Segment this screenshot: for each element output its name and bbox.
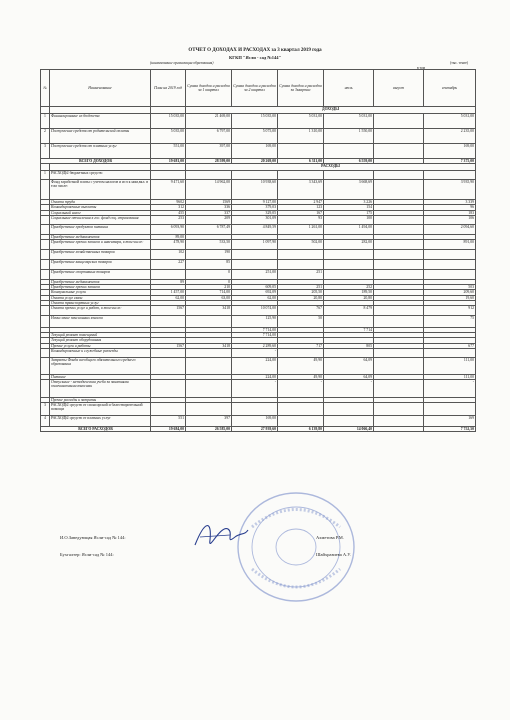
total-m1: 14 066,40: [324, 427, 374, 432]
cell-m1: [324, 316, 374, 328]
cell-plan: 455: [151, 210, 186, 215]
cell-q2: 692,09: [232, 290, 278, 295]
total-m3: 7 375,00: [424, 159, 476, 164]
cell-plan: 9 471,60: [151, 180, 186, 200]
cell-q2: 125,90: [232, 316, 278, 328]
total-plan: 19 681,00: [151, 159, 186, 164]
cell-q1: 14 962,00: [186, 180, 232, 200]
cell-m1: 64,09: [324, 357, 374, 374]
row-number: [41, 380, 50, 398]
cell-q3: 251: [278, 285, 324, 290]
cell-m3: 3 339: [424, 200, 476, 205]
cell-q2: 5 075,00: [232, 129, 278, 144]
cell-q1: [186, 380, 232, 398]
cell-m3: [424, 260, 476, 270]
cell-q1: [186, 403, 232, 416]
cell-q2: 169,00: [232, 144, 278, 159]
cell-q1: 190: [186, 250, 232, 260]
cell-q2: 15 035,00: [232, 114, 278, 129]
cell-plan: [151, 357, 186, 374]
table-row: [41, 316, 476, 328]
official-stamp: [232, 487, 360, 607]
row-name: Приобретение медикаментов: [50, 280, 151, 285]
cell-q3: 93: [278, 215, 324, 224]
table-row: [41, 240, 476, 250]
table-row: [41, 250, 476, 260]
row-name: Коммунальные услуги: [50, 290, 151, 295]
cell-plan: 15 035,00: [151, 114, 186, 129]
row-name: Оплата услуг связи: [50, 295, 151, 300]
cell-q3: -: [278, 380, 324, 398]
cell-m1: 5 031,00: [324, 114, 374, 129]
cell-q3: 1 310,00: [278, 129, 324, 144]
cell-m1: 252: [324, 285, 374, 290]
col-header: сентябрь: [424, 70, 476, 107]
cell-q3: 49,90: [278, 374, 324, 379]
row-name: Текущий ремонт помещений: [50, 333, 151, 338]
cell-plan: 551,00: [151, 144, 186, 159]
table-header-row: [41, 70, 476, 107]
row-number: 3: [41, 144, 50, 159]
cell-plan: 227: [151, 260, 186, 270]
section-spacer: [41, 164, 50, 171]
cell-q3: 20,80: [278, 295, 324, 300]
cell-plan: 89,00: [151, 234, 186, 239]
row-name: Текущий ремонт оборудования: [50, 338, 151, 343]
cell-q3: 205,50: [278, 290, 324, 295]
col-header: Сумма доходов и расходов за 3квартал: [278, 70, 324, 107]
table-row: [41, 357, 476, 374]
cell-q1: 209: [186, 215, 232, 224]
row-name: Приобретение продуктов питания: [50, 224, 151, 234]
cell-m3: 912: [424, 306, 476, 316]
cell-m1: 189,50: [324, 290, 374, 295]
col-header: Сумма доходов и расходов за 2 квартал: [232, 70, 278, 107]
cell-m3: [424, 348, 476, 357]
row-name: РАСХОДЫ бюджетных средств:: [50, 171, 151, 180]
cell-q1: 1569: [186, 200, 232, 205]
table-row: [41, 215, 476, 224]
table-row: [41, 260, 476, 270]
table-row: [41, 180, 476, 200]
cell-q1: 0: [186, 270, 232, 280]
cell-plan: 253: [151, 215, 186, 224]
cell-q2: 10 938,60: [232, 180, 278, 200]
cell-q3: 717: [278, 343, 324, 348]
row-name: Приобретение спортивных товаров: [50, 270, 151, 280]
total-q3: 6 139,80: [278, 427, 324, 432]
section-title: РАСХОДЫ: [186, 164, 476, 171]
row-name: Затраты Фонда всеобщего обязательного среднего образования: [50, 357, 151, 374]
row-name: Социальные отчисления в гос. фонд соц. страхования: [50, 215, 151, 224]
total-m1: 6 559,00: [324, 159, 374, 164]
cell-q3: 502,00: [278, 240, 324, 250]
cell-m1: 7 714: [324, 328, 374, 333]
cell-q3: [278, 144, 324, 159]
cell-q1: 337: [186, 210, 232, 215]
cell-q1: 85: [186, 260, 232, 270]
cell-q2: [232, 250, 278, 260]
cell-plan: 5 035,00: [151, 129, 186, 144]
cell-m3: -: [424, 380, 476, 398]
cell-plan: 9602: [151, 200, 186, 205]
cell-m1: [324, 250, 374, 260]
cell-m3: 503: [424, 285, 476, 290]
cell-m3: 183: [424, 210, 476, 215]
row-number: [41, 357, 50, 374]
cell-m1: [324, 144, 374, 159]
cell-m3: 209,60: [424, 290, 476, 295]
cell-plan: [151, 403, 186, 416]
table-row: [41, 306, 476, 316]
table-row: [41, 348, 476, 357]
cell-m2: [374, 240, 424, 250]
row-number: 1: [41, 114, 50, 129]
cell-m2: [374, 306, 424, 316]
total-q2: 20 269,00: [232, 159, 278, 164]
cell-m1: 175: [324, 210, 374, 215]
cell-q3: [278, 416, 324, 427]
cell-m2: [374, 380, 424, 398]
cell-q3: 167: [278, 210, 324, 215]
cell-plan: 312: [151, 205, 186, 210]
row-name: Оплата труда: [50, 200, 151, 205]
income-expense-table: [40, 69, 476, 432]
row-name: Командировочные выплаты: [50, 205, 151, 210]
cell-m1: 805: [324, 343, 374, 348]
row-name: РАСХОДЫ средств от платных услуг: [50, 416, 151, 427]
row-name: Прочие расходы и затраты: [50, 398, 151, 403]
cell-q2: 251,00: [232, 270, 278, 280]
col-header: №: [41, 70, 50, 107]
cell-plan: 478,90: [151, 240, 186, 250]
table-row: [41, 114, 476, 129]
cell-m1: -: [324, 380, 374, 398]
cell-m1: [324, 416, 374, 427]
cell-q3: [278, 403, 324, 416]
cell-m2: [374, 180, 424, 200]
table-row: [41, 416, 476, 427]
row-name: РАСХОДЫ средств от спонсорской и благотворительной помощи: [50, 403, 151, 416]
row-number: 3: [41, 403, 50, 416]
row-number: [41, 180, 50, 200]
total-m3: 7 752,50: [424, 427, 476, 432]
total-q2: 27 939,60: [232, 427, 278, 432]
row-name: Финансирование из бюджета: [50, 114, 151, 129]
cell-q1: 533,50: [186, 240, 232, 250]
cell-q3: 49,90: [278, 357, 324, 374]
row-number: 4: [41, 416, 50, 427]
total-q1: 26 585,00: [186, 427, 232, 432]
cell-plan: 89: [151, 280, 186, 285]
row-number: [41, 250, 50, 260]
cell-m1: 100: [324, 215, 374, 224]
col-header: август: [374, 70, 424, 107]
total-label: ВСЕГО РАСХОДОВ: [41, 427, 151, 432]
cell-q3: 2 947: [278, 200, 324, 205]
table-row: [41, 403, 476, 416]
cell-q1: 3418: [186, 343, 232, 348]
months-caption: в том: [416, 66, 426, 70]
cell-m1: [324, 260, 374, 270]
row-name: Приобретение прочих запасов и инвентаря, в том числе:: [50, 240, 151, 250]
col-header: июль: [324, 70, 374, 107]
cell-q2: -: [232, 380, 278, 398]
cell-q2: 169,00: [232, 416, 278, 427]
row-name: Оплата транспортных услуг: [50, 300, 151, 305]
handwritten-signature: [190, 515, 250, 555]
row-name: Социальный налог: [50, 210, 151, 215]
cell-q2: 224,00: [232, 374, 278, 379]
cell-q2: 224,00: [232, 357, 278, 374]
row-name: Оплата прочих услуг и работ, в том числе:: [50, 306, 151, 316]
cell-q1: [186, 357, 232, 374]
cell-q3: 767: [278, 306, 324, 316]
cell-q2: 4 849,59: [232, 224, 278, 234]
table-row: [41, 129, 476, 144]
row-number: 1: [41, 171, 50, 180]
cell-m1: 282,00: [324, 240, 374, 250]
cell-m1: 8 479: [324, 306, 374, 316]
row-number: [41, 260, 50, 270]
cell-q3: 50: [278, 316, 324, 328]
cell-q3: 5 031,00: [278, 114, 324, 129]
row-name: Командировочные и служебные разъезды: [50, 348, 151, 357]
cell-m3: 106: [424, 215, 476, 224]
cell-plan: 6 093,90: [151, 224, 186, 234]
cell-m2: [374, 224, 424, 234]
cell-m1: [324, 171, 374, 180]
cell-q1: 63,00: [186, 295, 232, 300]
cell-m3: 2 235,00: [424, 129, 476, 144]
organization-name: КГКП "Ясли - сад №144": [228, 55, 282, 60]
cell-q2: [232, 171, 278, 180]
col-header: Наименование: [50, 70, 151, 107]
cell-q2: 9 127,00: [232, 200, 278, 205]
cell-m2: [374, 348, 424, 357]
report-title: ОТЧЕТ О ДОХОДАХ И РАСХОДАХ за 3 квартал 2019 года: [188, 48, 322, 53]
cell-m3: 891,00: [424, 240, 476, 250]
section-spacer: [50, 164, 151, 171]
cell-m2: [374, 250, 424, 260]
cell-q1: 714,00: [186, 290, 232, 295]
section-header-row: [41, 164, 476, 171]
cell-m2: [374, 357, 424, 374]
cell-m2: [374, 215, 424, 224]
col-header: План на 2019 год: [151, 70, 186, 107]
cell-q3: [278, 348, 324, 357]
cell-q2: 10 074,00: [232, 306, 278, 316]
cell-plan: 1567: [151, 306, 186, 316]
row-name: Фонд заработной платы с учетом налогов и исч к ним,вкл. в том числе:: [50, 180, 151, 200]
cell-plan: 62,00: [151, 295, 186, 300]
cell-m3: [424, 403, 476, 416]
cell-q2: 2 289,60: [232, 343, 278, 348]
cell-q2: 329,05: [232, 210, 278, 215]
cell-m3: 19,60: [424, 295, 476, 300]
total-label: ВСЕГО ДОХОДОВ: [41, 159, 151, 164]
cell-m3: 169,00: [424, 144, 476, 159]
row-name: Прочие услуги и работы: [50, 343, 151, 348]
row-number: [41, 224, 50, 234]
cell-m3: 5 031,00: [424, 114, 476, 129]
cell-q1: 210: [186, 285, 232, 290]
cell-m3: 111,00: [424, 357, 476, 374]
cell-plan: [151, 380, 186, 398]
cell-plan: [151, 316, 186, 328]
total-row: [41, 427, 476, 432]
cell-q1: 397: [186, 416, 232, 427]
cell-m3: [424, 171, 476, 180]
row-name: Отпускные - методическая учеба за занятиями оплачиваемыми взносами: [50, 380, 151, 398]
row-number: [41, 215, 50, 224]
col-header: Сумма доходов и расходов за 1 квартал: [186, 70, 232, 107]
cell-q3: 123: [278, 205, 324, 210]
cell-q2: 609,05: [232, 285, 278, 290]
cell-m3: [424, 250, 476, 260]
cell-q2: 301,09: [232, 215, 278, 224]
cell-plan: 1567: [151, 343, 186, 348]
row-number: [41, 240, 50, 250]
section-title: ДОХОДЫ: [186, 107, 476, 114]
cell-plan: [151, 171, 186, 180]
accountant-signature-label: Бухгалтер: Ясли-сад № 144:: [60, 552, 114, 557]
cell-m3: 2 094,60: [424, 224, 476, 234]
section-header-row: [41, 107, 476, 114]
cell-m2: [374, 270, 424, 280]
cell-q1: 3418: [186, 306, 232, 316]
cell-q1: [186, 171, 232, 180]
row-name: Поступление средств от родительской оплаты: [50, 129, 151, 144]
row-number: 2: [41, 129, 50, 144]
cell-q1: 6 787,49: [186, 224, 232, 234]
cell-m1: 1 494,00: [324, 224, 374, 234]
cell-m1: 20,80: [324, 295, 374, 300]
cell-m1: [324, 403, 374, 416]
cell-m1: [324, 348, 374, 357]
cell-m1: 3 668,69: [324, 180, 374, 200]
cell-m1: 3 226: [324, 200, 374, 205]
section-spacer: [41, 107, 50, 114]
cell-q3: 251: [278, 270, 324, 280]
row-number: [41, 348, 50, 357]
row-name: Приобретение медикаментов: [50, 234, 151, 239]
cell-m2: [374, 114, 424, 129]
total-plan: 19 684,00: [151, 427, 186, 432]
cell-plan: 551: [151, 416, 186, 427]
cell-plan: 102: [151, 250, 186, 260]
cell-q1: 336: [186, 205, 232, 210]
cell-m3: 75: [424, 316, 476, 328]
table-row: [41, 380, 476, 398]
section-spacer: [151, 107, 186, 114]
table-body: [41, 107, 476, 432]
total-q1: 28 599,00: [186, 159, 232, 164]
cell-q1: 6 797,00: [186, 129, 232, 144]
cell-q2: -: [232, 348, 278, 357]
units-caption: (тыс. тенге): [450, 61, 468, 65]
cell-m2: [374, 316, 424, 328]
cell-q2: 7 714,00: [232, 328, 278, 333]
cell-q2: 62,00: [232, 295, 278, 300]
total-q3: 6 311,00: [278, 159, 324, 164]
cell-m1: 154: [324, 205, 374, 210]
cell-q2: 379,03: [232, 205, 278, 210]
table-row: [41, 144, 476, 159]
head-name: Ахметова Р.М.: [316, 535, 344, 540]
table-row: [41, 171, 476, 180]
cell-m1: 64,09: [324, 374, 374, 379]
row-name: Начисление пенсионных взносов: [50, 316, 151, 328]
row-name: Приобретение прочих запасов: [50, 285, 151, 290]
cell-m3: 111,00: [424, 374, 476, 379]
cell-m1: 1 550,00: [324, 129, 374, 144]
section-spacer: [151, 164, 186, 171]
cell-m3: [424, 270, 476, 280]
cell-m2: [374, 260, 424, 270]
table-row: [41, 270, 476, 280]
cell-q1: [186, 348, 232, 357]
cell-q1: 21 469,00: [186, 114, 232, 129]
row-name: Питание: [50, 374, 151, 379]
cell-q2: 7 714,00: [232, 333, 278, 338]
cell-plan: [151, 270, 186, 280]
row-name: Поступление средств от платных услуг: [50, 144, 151, 159]
row-name: Приобретение хозяйственных товаров: [50, 250, 151, 260]
cell-m3: 169: [424, 416, 476, 427]
cell-q2: 1 097,90: [232, 240, 278, 250]
cell-m2: [374, 403, 424, 416]
cell-m2: [374, 171, 424, 180]
cell-m2: [374, 144, 424, 159]
cell-m3: 96: [424, 205, 476, 210]
accountant-name: Шайхразиева А.У.: [316, 552, 351, 557]
cell-q1: 0: [186, 280, 232, 285]
cell-m3: 677: [424, 343, 476, 348]
cell-m1: [324, 270, 374, 280]
organization-caption: (наименование организации образования): [150, 61, 214, 65]
cell-q2: [232, 260, 278, 270]
cell-m2: [374, 129, 424, 144]
cell-q1: [186, 316, 232, 328]
head-signature-label: И.О.Заведующая Ясли-сад № 144:: [60, 535, 126, 540]
table-row: [41, 224, 476, 234]
cell-q3: 1 261,00: [278, 224, 324, 234]
total-m2: [374, 427, 424, 432]
cell-m2: [374, 416, 424, 427]
cell-q3: [278, 260, 324, 270]
cell-q3: [278, 171, 324, 180]
row-number: [41, 270, 50, 280]
cell-q1: 397,00: [186, 144, 232, 159]
cell-q2: [232, 403, 278, 416]
cell-q3: 3 343,69: [278, 180, 324, 200]
cell-plan: [151, 348, 186, 357]
row-name: Приобретение канцелярских товаров: [50, 260, 151, 270]
section-spacer: [50, 107, 151, 114]
cell-plan: 1 457,00: [151, 290, 186, 295]
row-number: [41, 316, 50, 328]
cell-m3: 3 935,90: [424, 180, 476, 200]
row-number: [41, 306, 50, 316]
cell-q3: [278, 250, 324, 260]
